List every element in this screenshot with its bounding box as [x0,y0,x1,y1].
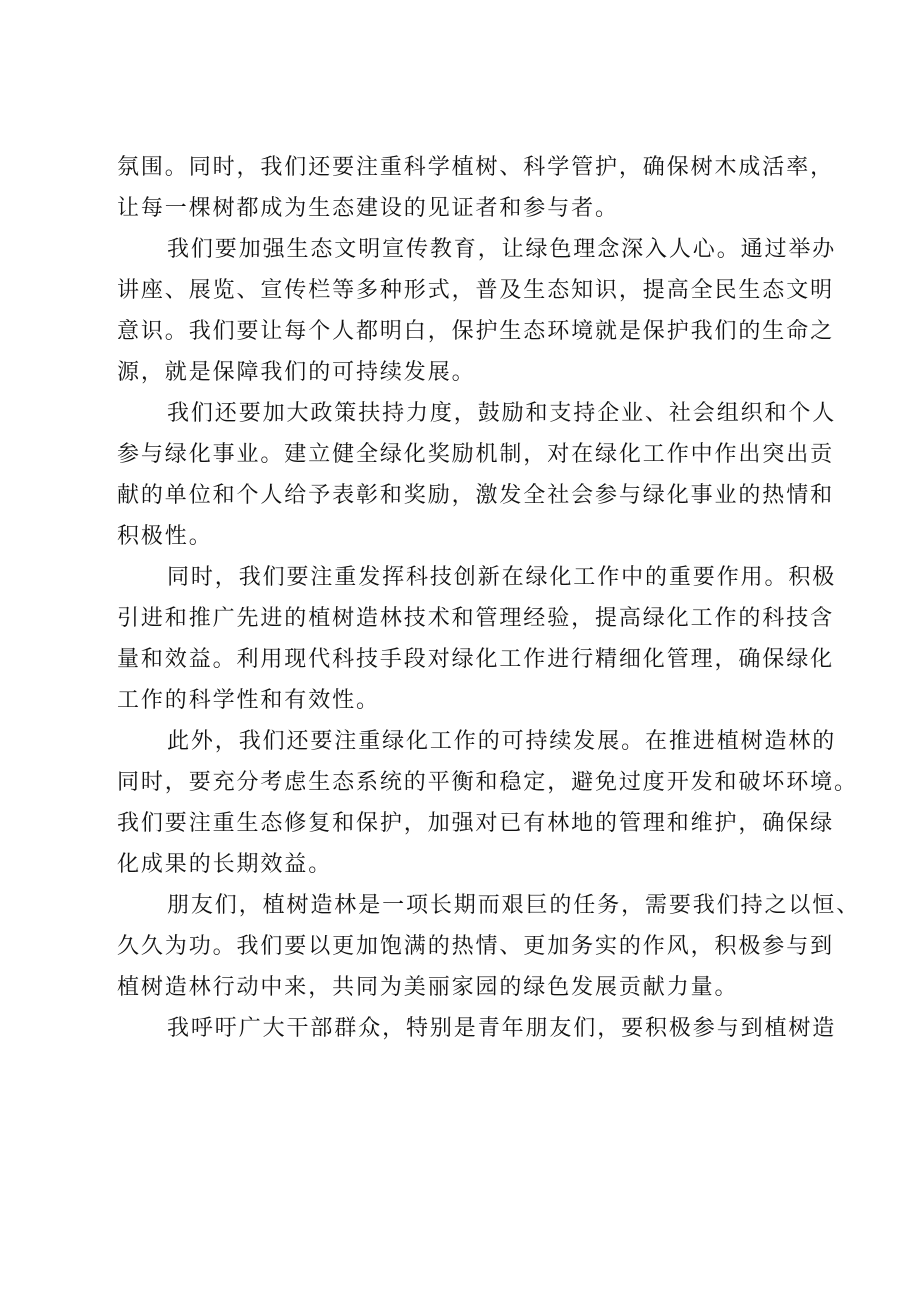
text-line: 化成果的长期效益。 [117,852,333,877]
text-line: 参与绿化事业。建立健全绿化奖励机制，对在绿化工作中作出突出贡 [117,442,835,467]
text-line: 引进和推广先进的植树造林技术和管理经验，提高绿化工作的科技含 [117,606,835,631]
document-body [117,147,861,1049]
paragraph-start-line: 我们还要加大政策扶持力度，鼓励和支持企业、社会组织和个人 [167,401,837,426]
text-line: 让每一棵树都成为生态建设的见证者和参与者。 [117,196,619,221]
text-line: 量和效益。利用现代科技手段对绿化工作进行精细化管理，确保绿化 [117,647,835,672]
text-line: 久久为功。我们要以更加饱满的热情、更加务实的作风，积极参与到 [117,934,835,959]
text-line: 同时，要充分考虑生态系统的平衡和稳定，避免过度开发和破坏环境。 [117,770,858,795]
paragraph-start-line: 我呼吁广大干部群众，特别是青年朋友们，要积极参与到植树造 [167,1016,837,1041]
text-line: 氛围。同时，我们还要注重科学植树、科学管护，确保树木成活率， [117,155,835,180]
text-line: 植树造林行动中来，共同为美丽家园的绿色发展贡献力量。 [117,975,739,1000]
text-line: 工作的科学性和有效性。 [117,688,380,713]
paragraph-start-line: 同时，我们要注重发挥科技创新在绿化工作中的重要作用。积极 [167,565,837,590]
text-line: 积极性。 [117,524,213,549]
text-line: 讲座、展览、宣传栏等多种形式，普及生态知识，提高全民生态文明 [117,278,835,303]
paragraph-start-line: 朋友们，植树造林是一项长期而艰巨的任务，需要我们持之以恒、 [167,893,861,918]
text-line: 源，就是保障我们的可持续发展。 [117,360,476,385]
paragraph-start-line: 我们要加强生态文明宣传教育，让绿色理念深入人心。通过举办 [167,237,837,262]
text-line: 意识。我们要让每个人都明白，保护生态环境就是保护我们的生命之 [117,319,835,344]
paragraph-start-line: 此外，我们还要注重绿化工作的可持续发展。在推进植树造林的 [167,729,837,754]
text-line: 我们要注重生态修复和保护，加强对已有林地的管理和维护，确保绿 [117,811,835,836]
text-line: 献的单位和个人给予表彰和奖励，激发全社会参与绿化事业的热情和 [117,483,835,508]
